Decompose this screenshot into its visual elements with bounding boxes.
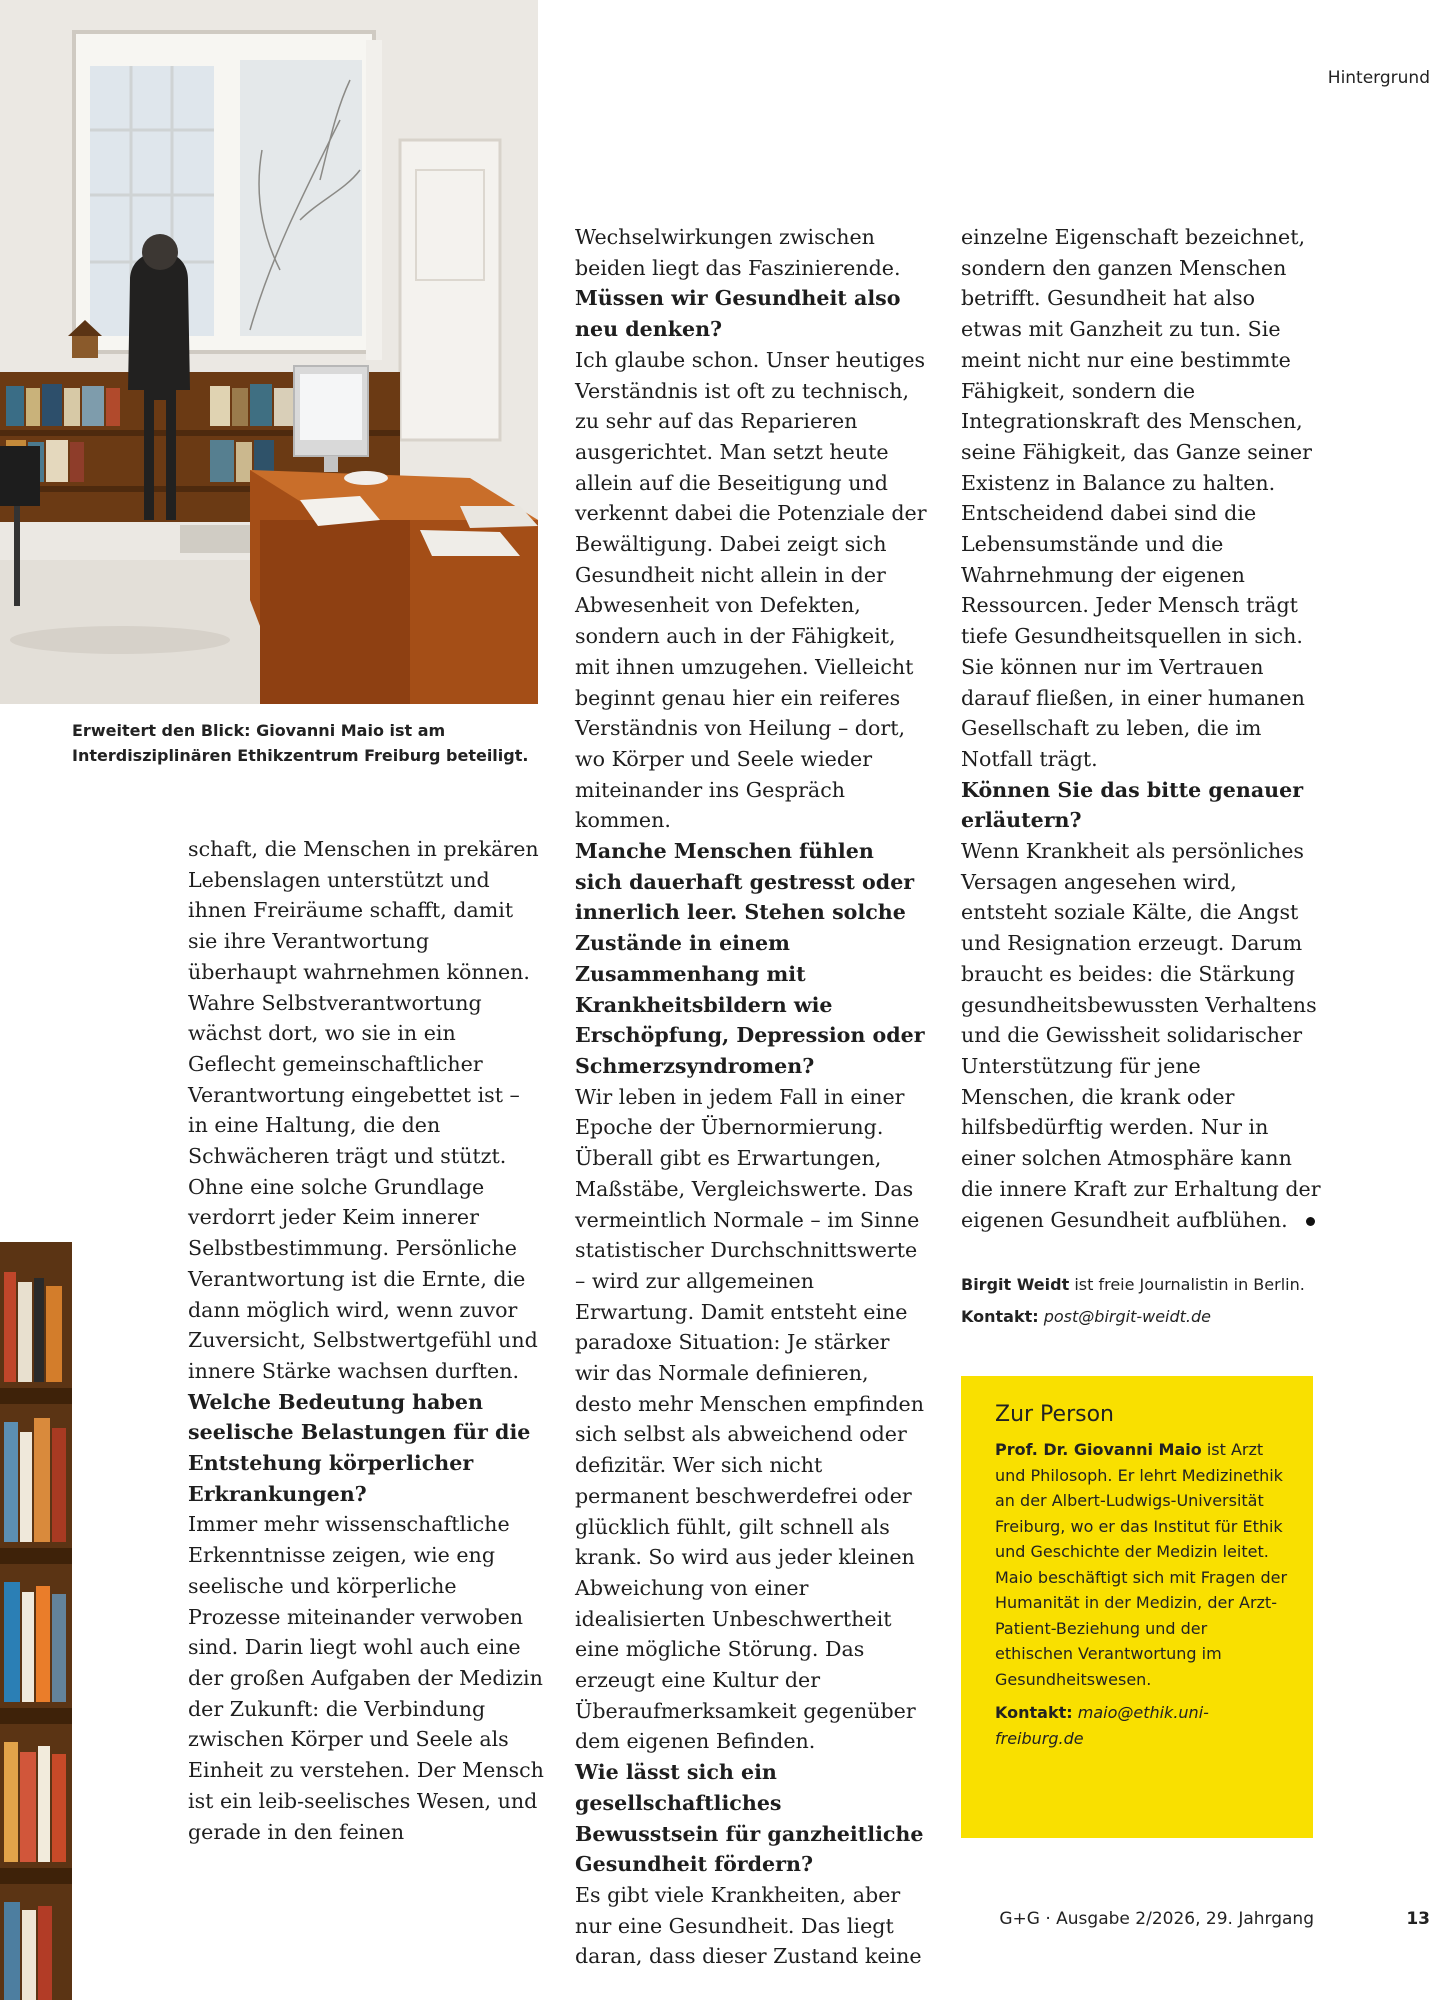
info-box-bio — [995, 1437, 1289, 1692]
office-photo-illustration — [0, 0, 538, 704]
paragraph — [188, 834, 544, 1387]
author-name: Birgit Weidt — [961, 1275, 1070, 1294]
section-label: Hintergrund — [1327, 68, 1430, 88]
article-column-2 — [575, 222, 927, 1972]
paragraph — [575, 345, 927, 836]
interview-question — [188, 1387, 544, 1510]
info-box-contact — [995, 1700, 1289, 1751]
paragraph-text: schaft, die Menschen in prekären Lebenslagen unterstützt und ihnen Freiräume schafft, damit sie ihre Verantwortung überhaupt wahrnehmen können. Wahre Selbstverantwortung wächst dort, wo sie in ein Geflecht gemeinschaftlicher Verantwortung eingebettet ist – in eine Haltung, die den Schwächeren trägt und stützt. Ohne eine solche Grundlage verdorrt jeder Keim innerer Selbstbestimmung. Persönliche Verantwortung ist die Ernte, die dann möglich wird, wenn zuvor Zuversicht, Selbstwertgefühl und innere Stärke wachsen durften. — [188, 837, 539, 1383]
interview-question — [575, 836, 927, 1082]
paragraph-text: Ich glaube schon. Unser heutiges Verständnis ist oft zu technisch, zu sehr auf das Reparieren ausgerichtet. Man setzt heute allein auf die Beseitigung und verkennt dabei die Potenziale der Bewältigung. Dabei zeigt sich Gesundheit nicht allein in der Abwesenheit von Defekten, sondern auch in der Fähigkeit, mit ihnen umzugehen. Vielleicht beginnt genau hier ein reiferes Verständnis von Heilung – dort, wo Körper und Seele wieder miteinander ins Gespräch kommen. — [575, 347, 927, 833]
paragraph-text: Wir leben in jedem Fall in einer Epoche der Übernormierung. Überall gibt es Erwartungen, Maßstäbe, Vergleichswerte. Das vermeintlich Normale – im Sinne statistischer Durchschnittswerte – wird zur allgemeinen Erwartung. Damit entsteht eine paradoxe Situation: Je stärker wir das Normale definieren, desto mehr Menschen empfinden sich selbst als abweichend oder defizitär. Wer sich nicht permanent beschwerdefrei oder glücklich fühlt, gilt schnell als krank. So wird aus jeder kleinen Abweichung von einer idealisierten Unbeschwertheit eine mögliche Störung. Das erzeugt eine Kultur der Überaufmerksamkeit gegenüber dem eigenen Befinden. — [575, 1084, 924, 1754]
question-text: Wie lässt sich ein gesellschaftliches Bewusstsein für ganzheitliche Gesundheit fördern? — [575, 1760, 924, 1877]
info-box-title: Zur Person — [995, 1402, 1114, 1427]
bookshelf-illustration — [0, 1242, 72, 2000]
question-text: Können Sie das bitte genauer erläutern? — [961, 777, 1304, 833]
author-bio-text: ist freie Journalistin in Berlin. — [1069, 1275, 1305, 1294]
info-box-contact-label: Kontakt: — [995, 1703, 1073, 1722]
info-box-email-link[interactable]: maio@ethik.uni-freiburg.de — [995, 1703, 1209, 1748]
paragraph — [575, 222, 927, 283]
author-contact-label: Kontakt: — [961, 1307, 1039, 1326]
paragraph-text: Es gibt viele Krankheiten, aber nur eine Gesundheit. Das liegt daran, dass dieser Zustand keine — [575, 1882, 922, 1969]
author-note — [961, 1272, 1321, 1329]
interview-question — [575, 1757, 927, 1880]
paragraph-text: Wenn Krankheit als persönliches Versagen angesehen wird, entsteht soziale Kälte, die Angst und Resignation erzeugt. Darum braucht es beides: die Stärkung gesundheitsbewussten Verhaltens und die Gewissheit solidarischer Unterstützung für jene Menschen, die krank oder hilfsbedürftig werden. Nur in einer solchen Atmosphäre kann die innere Kraft zur Erhaltung der eigenen Gesundheit aufblühen. — [961, 839, 1321, 1232]
paragraph-text: einzelne Eigenschaft bezeichnet, sondern den ganzen Menschen betrifft. Gesundheit hat also etwas mit Ganzheit zu tun. Sie meint nicht nur eine bestimmte Fähigkeit, sondern die Integrationskraft des Menschen, seine Fähigkeit, das Ganze seiner Existenz in Balance zu halten. Entscheidend dabei sind die Lebensumstände und die Wahrnehmung der eigenen Ressourcen. Jeder Mensch trägt tiefe Gesundheitsquellen in sich. Sie können nur im Vertrauen darauf fließen, in einer humanen Gesellschaft zu leben, die im Notfall trägt. — [961, 225, 1312, 771]
paragraph — [575, 1082, 927, 1757]
article-end-mark — [1306, 1217, 1315, 1226]
paragraph — [188, 1509, 544, 1847]
person-info-box — [961, 1376, 1313, 1838]
article-photo — [0, 0, 538, 704]
article-column-3 — [961, 222, 1321, 1235]
interview-question — [575, 283, 927, 344]
author-bio — [961, 1272, 1321, 1297]
info-box-person-name: Prof. Dr. Giovanni Maio — [995, 1440, 1202, 1459]
issue-info: G+G · Ausgabe 2/2026, 29. Jahrgang — [999, 1909, 1314, 1929]
paragraph — [575, 1880, 927, 1972]
author-contact — [961, 1304, 1321, 1329]
interview-question — [961, 775, 1321, 836]
paragraph-text: Wechselwirkungen zwischen beiden liegt das Faszinierende. — [575, 225, 901, 280]
question-text: Manche Menschen fühlen sich dauerhaft gestresst oder innerlich leer. Stehen solche Zustände in einem Zusammenhang mit Krankheitsbildern wie Erschöpfung, Depression oder Schmerzsyndromen? — [575, 839, 925, 1078]
paragraph — [961, 222, 1321, 775]
article-column-1 — [188, 834, 544, 1847]
paragraph-text: Immer mehr wissenschaftliche Erkenntnisse zeigen, wie eng seelische und körperliche Prozesse miteinander verwoben sind. Darin liegt wohl auch eine der großen Aufgaben der Medizin der Zukunft: die Verbindung zwischen Körper und Seele als Einheit zu verstehen. Der Mensch ist ein leib-seelisches Wesen, und gerade in den feinen — [188, 1512, 544, 1844]
author-email-link[interactable]: post@birgit-weidt.de — [1038, 1307, 1211, 1326]
info-box-bio-text: ist Arzt und Philosoph. Er lehrt Medizinethik an der Albert-Ludwigs-Universität Freiburg, wo er das Institut für Ethik und Geschichte der Medizin leitet. Maio beschäftigt sich mit Fragen der Humanität in der Medizin, der Arzt-Patient-Beziehung und der ethischen Verantwortung im Gesundheitswesen. — [995, 1440, 1288, 1689]
question-text: Müssen wir Gesundheit also neu denken? — [575, 286, 901, 342]
page-number: 13 — [1406, 1909, 1430, 1929]
photo-caption: Erweitert den Blick: Giovanni Maio ist am Interdisziplinären Ethikzentrum Freiburg beteiligt. — [72, 721, 529, 765]
question-text: Welche Bedeutung haben seelische Belastungen für die Entstehung körperlicher Erkrankungen? — [188, 1389, 531, 1506]
paragraph — [961, 836, 1321, 1235]
bookshelf-photo-strip — [0, 1242, 72, 2000]
